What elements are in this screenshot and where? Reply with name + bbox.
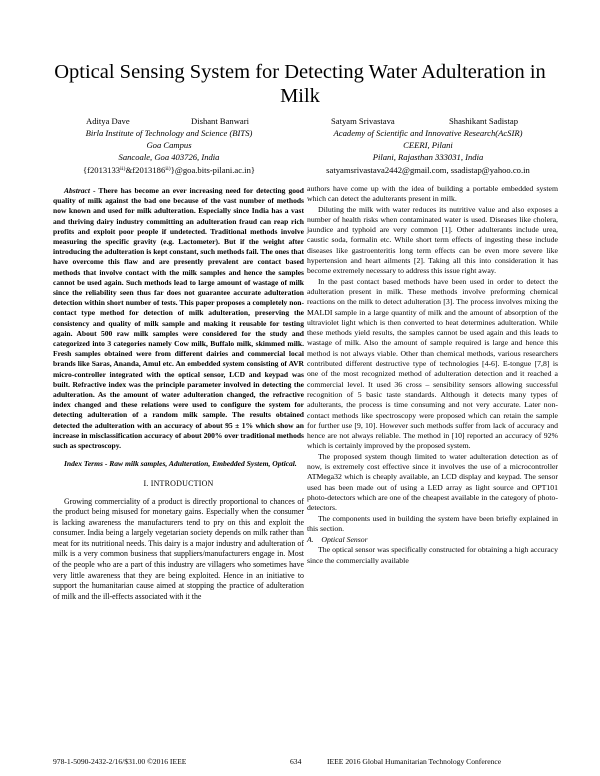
affiliation-left-name: Birla Institute of Technology and Science (BITS) xyxy=(85,128,253,138)
affiliation-right-name: Academy of Scientific and Innovative Research(AcSIR) xyxy=(333,128,523,138)
affiliation-right-location: Pilani, Rajasthan 333031, India xyxy=(372,152,484,163)
author-name-1: Aditya Dave xyxy=(86,116,130,126)
affiliation-left-campus: Goa Campus xyxy=(146,140,192,151)
abstract-label: Abstract xyxy=(64,186,90,195)
abstract-text: - There has become an ever increasing need for detecting good quality of milk against the bad one because of the vast number of methods now known and used for milk adulteration. Especially since India has a vast and thriving dairy industry committing an adulteration fraud can reap rich profits and exploit poor people if undetected. Traditional methods involve measuring the specific gravity (e.g. Lactometer). But if the weight after introducing the adulteration is kept constant, such methods fail. The ones that have overcome this flaw and are presently prevalent are contact based methods that involve contact with the milk samples and hence the samples cannot be used again. Such methods lead to large amount of wastage of milk since the reliability seen thus far does not guarantee accurate adulteration detection within short number of tests. This paper proposes a completely non-contact type method for detection of milk adulteration, preserving the consistency and quality of milk sample and making it reusable for testing again. About 500 raw milk samples were considered for the study and categorized into 3 categories namely Cow milk, Buffalo milk, skimmed milk. Fresh samples obtained were from different dairies and commercial local brands like Saras, Ananda, Amul etc. An embedded system consisting of AVR micro-controller integrated with the optical sensor, LCD and keypad was built. Refractive index was the principle parameter involved in detecting the adulteration. As the amount of water adulteration changed, the refractive index changed and these relations were used to configure the system for detecting adulteration of a random milk sample. The results obtained detected the adulteration with an accuracy of about 95 ± 1% which show an increase in misclassification accuracy of about 200% over traditional methods such as spectroscopy. xyxy=(53,186,304,451)
index-terms-text: - Raw milk samples, Adulteration, Embedded System, Optical. xyxy=(102,459,297,469)
subsection-heading-optical-sensor: A. Optical Sensor xyxy=(307,535,368,545)
right-paragraph-4: The proposed system though limited to water adulteration detection as of now, is extremely cost effective since it involves the use of a microcontroller ATMega32 which is cheaply available, an LCD display and keypad. The sensor used has been made out of using a LED array as light source and OPT101 photo-detectors which are one of the cheapest available in the category of photo-detectors. xyxy=(307,451,558,513)
section-heading-introduction: I. INTRODUCTION xyxy=(143,479,214,489)
footer-page-number: 634 xyxy=(290,757,302,766)
affiliation-right xyxy=(310,127,546,176)
right-paragraph-2: Diluting the milk with water reduces its nutritive value and also exposes a number of health risks when contaminated water is used. Diseases like cholera, jaundice and typhoid are very common [1]. Other adulterants include urea, caustic soda, formalin etc. While short term effects of ingesting these include diseases like gastroenteritis long term effects can be even more severe like hypertension and heart ailments [2]. Taking all this into consideration it has become extremely necessary to address this issue right away. xyxy=(307,204,558,276)
left-column xyxy=(53,186,304,602)
abstract-paragraph xyxy=(53,186,304,451)
right-paragraph-6: The optical sensor was specifically constructed for obtaining a high accuracy since the commercially available xyxy=(307,545,558,565)
affiliation-left-email: {f2013133ⁱⁱ⁾&f2013186ⁱⁱ⁾}@goa.bits-pilani.ac.in} xyxy=(82,164,255,175)
index-terms-label: Index Terms xyxy=(64,459,103,469)
affiliation-right-email: satyamsrivastava2442@gmail.com, ssadistap@yahoo.co.in xyxy=(326,164,530,175)
paper-title: Optical Sensing System for Detecting Water Adulteration in Milk xyxy=(54,61,546,107)
right-paragraph-1: authors have come up with the idea of building a portable embedded system which can detect the adulterants present in milk. xyxy=(307,184,558,204)
footer-copyright: 978-1-5090-2432-2/16/$31.00 ©2016 IEEE xyxy=(53,757,187,766)
right-paragraph-5: The components used in building the system have been briefly explained in this section. xyxy=(307,513,558,533)
footer-conference: IEEE 2016 Global Humanitarian Technology Conference xyxy=(327,757,502,766)
affiliation-left xyxy=(68,127,270,176)
author-name-2: Dishant Banwari xyxy=(191,116,249,126)
right-paragraph-3: In the past contact based methods have been used in order to detect the adulteration present in milk. These methods involve preforming chemical reactions on the milk to detect adulteration [3]. The process involves mixing the MALDI sample in a large quantity of milk and the amount of absorption of the ultraviolet light which is then converted to heat determines adulteration. While these methods yield results, the samples cannot be used again and this leads to wastage of milk. Also the amount of sample required is large and hence this method is not always viable. Other than chemical methods, various researchers contributed different destructive type of technologies [4-6]. E-tongue [7,8] is one of the most recognized method of adulteration detection and it reached a commercial level. It used 36 cross – sensibility sensors allowing successful recognition of 5 basic taste standards. Although it detects many types of adulterants, the process is time consuming and not very accurate. Later non-contact methods like spectroscopy were proposed which can retain the sample for further use [9, 10]. However such methods suffer from lack of accuracy and hence are not always reliable. The method in [10] reported an accuracy of 92% which is certainly improved by the proposed system. xyxy=(307,276,558,451)
intro-paragraph: Growing commerciality of a product is directly proportional to chances of the product being misused for monetary gains. Especially when the consumer is lacking awareness the manufacturers tend to pry on this and exploit the consumer. India being a largely vegetarian society depends on milk rather than meat for its nutritional needs. This dairy is a major industry and adulteration of milk is a very common business that suppliers/manufacturers engage in. Most of the people who are a part of this industry are villagers who sometimes have very little awareness that they are being exploited. Hence in an initiative to support the humanitarian cause aimed at stopping the practice of adulteration of milk and the ill-effects associated with it the xyxy=(53,496,304,601)
affiliation-right-institute: CEERI, Pilani xyxy=(403,140,453,151)
author-name-3: Satyam Srivastava xyxy=(331,116,395,126)
author-name-4: Shashikant Sadistap xyxy=(449,116,518,126)
index-terms xyxy=(53,459,304,469)
affiliation-left-location: Sancoale, Goa 403726, India xyxy=(118,152,220,163)
right-column xyxy=(307,184,558,566)
